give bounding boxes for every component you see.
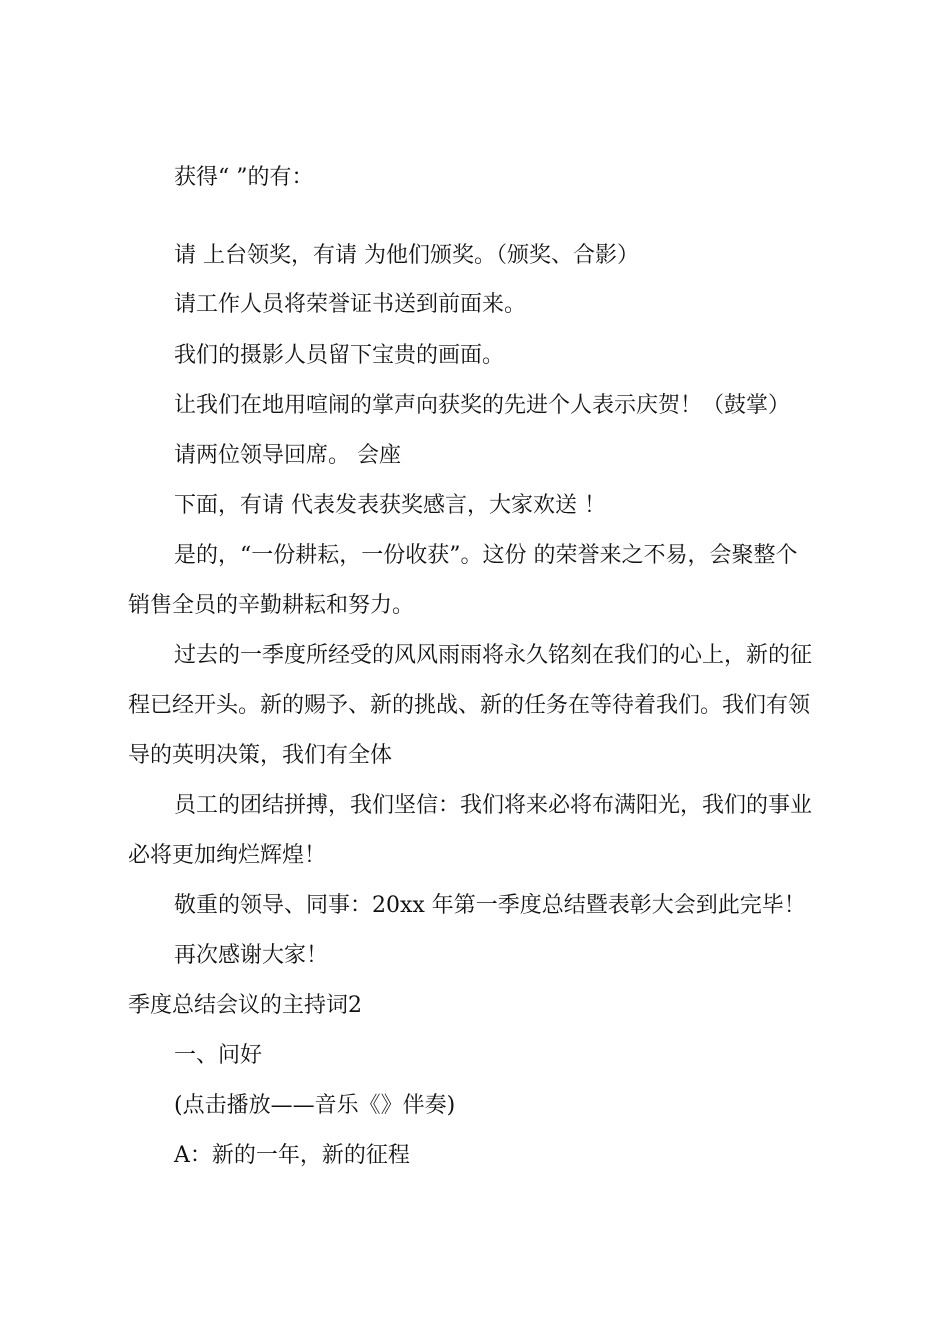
paragraph-photographer: 我们的摄影人员留下宝贵的画面。 <box>174 343 505 368</box>
paragraph-past-quarter-line1: 过去的一季度所经受的风风雨雨将永久铭刻在我们的心上，新的征 <box>174 643 813 668</box>
paragraph-staff-unity-line2: 必将更加绚烂辉煌！ <box>128 843 327 868</box>
paragraph-acceptance-speech: 下面，有请 代表发表获奖感言，大家欢送 ！ <box>174 493 606 518</box>
paragraph-past-quarter-line3: 导的英明决策，我们有全体 <box>128 743 393 768</box>
paragraph-honor-line1: 是的，“一份耕耘，一份收获”。这份 的荣誉来之不易，会聚整个 <box>174 543 798 568</box>
section-heading: 季度总结会议的主持词2 <box>128 993 362 1018</box>
subheading-greeting: 一、问好 <box>174 1043 263 1068</box>
paragraph-music-cue: (点击播放——音乐《》伴奏) <box>174 1093 456 1118</box>
paragraph-speaker-a: A：新的一年，新的征程 <box>174 1143 410 1168</box>
paragraph-applause: 让我们在地用喧闹的掌声向获奖的先进个人表示庆贺！（鼓掌） <box>174 393 791 418</box>
paragraph-past-quarter-line2: 程已经开头。新的赐予、新的挑战、新的任务在等待着我们。我们有领 <box>128 693 811 718</box>
paragraph-invite-award: 请 上台领奖，有请 为他们颁奖。（颁奖、合影） <box>174 243 639 268</box>
paragraph-thanks: 再次感谢大家！ <box>174 943 329 968</box>
paragraph-staff-unity-line1: 员工的团结拼搏，我们坚信：我们将来必将布满阳光，我们的事业 <box>174 793 813 818</box>
paragraph-closing: 敬重的领导、同事：20xx 年第一季度总结暨表彰大会到此完毕！ <box>174 893 806 918</box>
paragraph-leaders-return: 请两位领导回席。 会座 <box>174 443 401 468</box>
paragraph-honor-line2: 销售全员的辛勤耕耘和努力。 <box>128 593 415 618</box>
paragraph-staff-certificates: 请工作人员将荣誉证书送到前面来。 <box>174 292 527 317</box>
paragraph-award-recipients: 获得“ ”的有： <box>174 165 314 190</box>
